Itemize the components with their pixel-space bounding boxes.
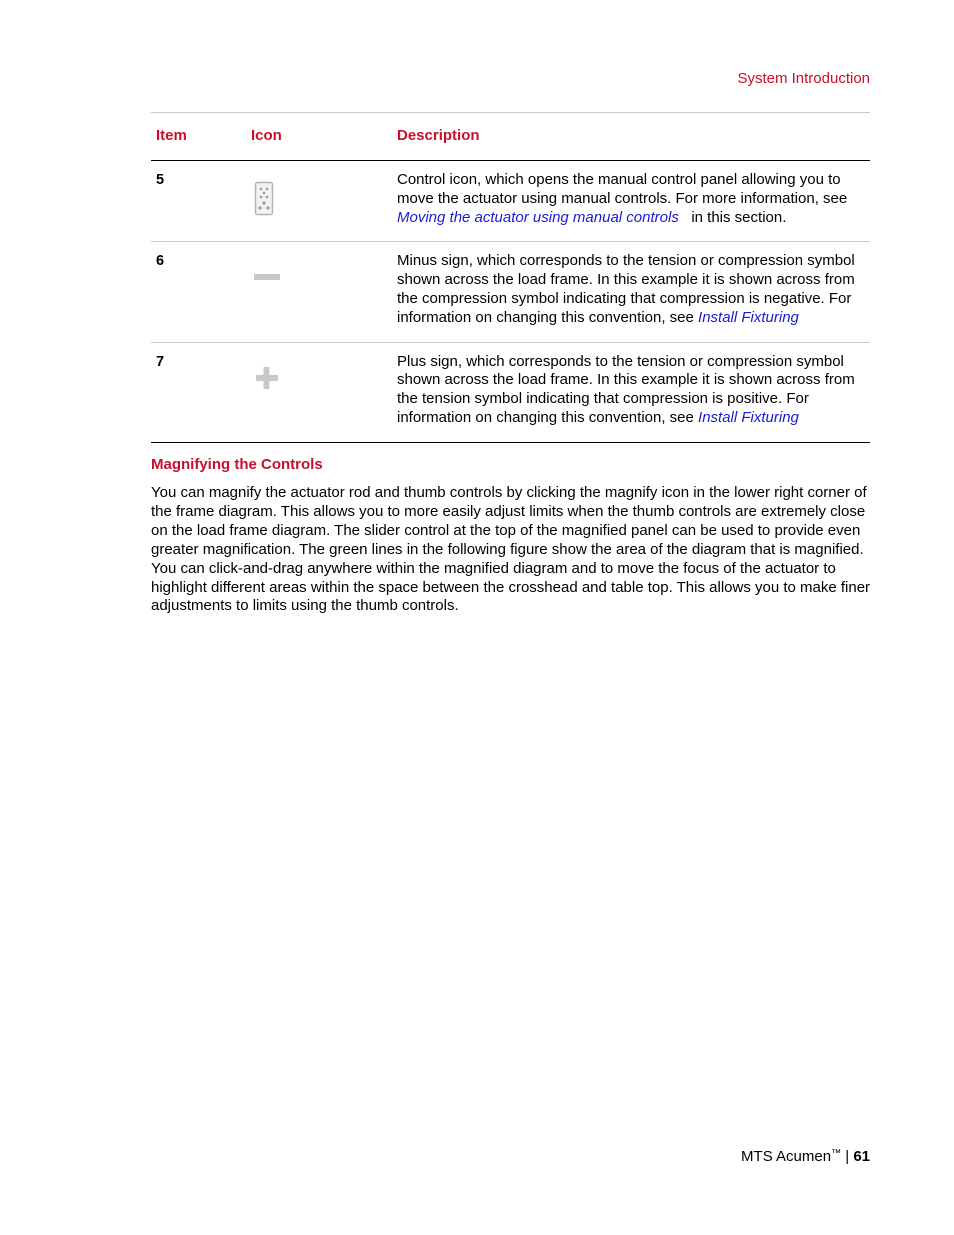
row-description [397,343,867,442]
footer-separator: | [841,1148,854,1165]
section-heading: Magnifying the Controls [151,456,323,473]
link-moving-actuator[interactable]: Moving the actuator using manual controls [397,208,679,226]
description-text: Minus sign, which corresponds to the tension or compression symbol shown across the load frame. In this example it is shown across from the compression symbol indicating that compression is negative. For information on changing this convention, see [397,252,855,326]
minus-icon [254,269,280,287]
column-header-description: Description [397,127,480,144]
trademark-symbol: ™ [831,1148,842,1159]
link-install-fixturing[interactable]: Install Fixturing [698,408,799,426]
control-panel-icon [254,181,274,221]
running-header: System Introduction [737,70,870,87]
row-item-number: 7 [156,353,165,370]
body-paragraph: You can magnify the actuator rod and thumb controls by clicking the magnify icon in the lower right corner of the frame diagram. This allows you to more easily adjust limits when the thumb controls are extremely close on the load frame diagram. The slider control at the top of the magnified panel can be used to provide even greater magnification. The green lines in the following figure show the area of the diagram that is magnified. You can click-and-drag anywhere within the magnified diagram and to move the focus of the actuator to highlight different areas within the space between the crosshead and table top. This allows you to make finer adjustments to limits using the thumb controls. [151,484,871,615]
plus-icon [254,365,280,396]
page-number: 61 [853,1148,870,1165]
page-footer [741,1148,870,1165]
column-header-item: Item [156,127,187,144]
row-item-number: 5 [156,172,165,188]
row-description [397,242,867,341]
icon-table [151,112,870,443]
row-item-number: 6 [156,253,165,270]
description-text: Plus sign, which corresponds to the tension or compression symbol shown across the load frame. In this example it is shown across from the tension symbol indicating that compression is positive. For information on changing this convention, see [397,352,855,426]
link-install-fixturing[interactable]: Install Fixturing [698,308,799,326]
product-name: MTS Acumen [741,1148,832,1165]
description-text: Control icon, which opens the manual control panel allowing you to move the actuator using manual controls. For more information, see [397,171,848,207]
row-description [397,161,867,241]
table-row [151,161,870,242]
description-text-after: in this section. [678,208,787,226]
table-row [151,343,870,443]
table-row [151,242,870,342]
table-header [151,113,870,161]
column-header-icon: Icon [251,127,282,144]
